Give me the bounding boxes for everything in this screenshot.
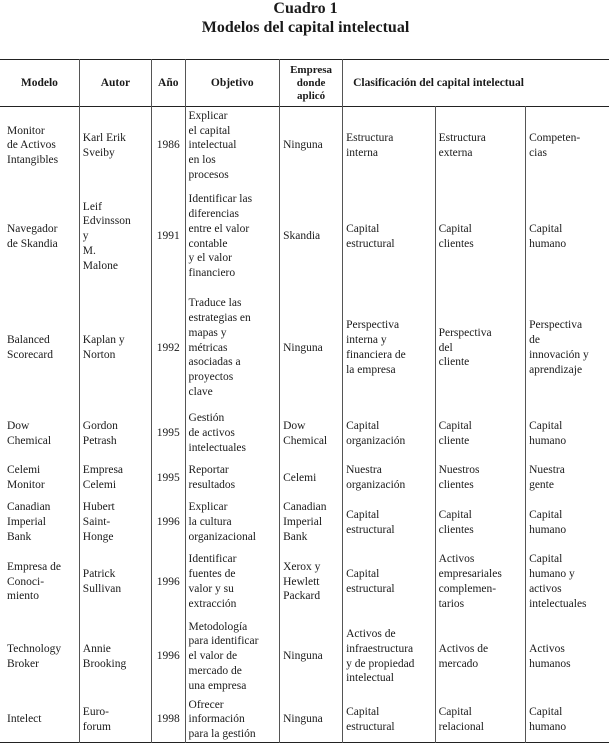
cell-clasificacion-1: Capital estructural	[343, 497, 436, 549]
cell-clasificacion-3: Capital humano y activos intelectuales	[526, 549, 609, 616]
cell-clasificacion-2: Nuestros clientes	[435, 460, 525, 497]
cell-anio: 1986	[151, 107, 185, 185]
col-header-anio: Año	[151, 60, 185, 107]
table-row	[0, 549, 609, 616]
cell-objetivo: Traduce las estrategias en mapas y métricas asociadas a proyectos clave	[185, 289, 280, 408]
col-header-empresa: Empresa donde aplicó	[280, 60, 343, 107]
cell-modelo: Intelect	[7, 713, 42, 726]
cell-clasificacion-1: Nuestra organización	[343, 460, 436, 497]
cell-empresa: Skandia	[280, 185, 343, 289]
cell-modelo: Balanced Scorecard	[7, 334, 53, 361]
cell-autor: Hubert Saint- Honge	[79, 497, 151, 549]
table-row	[0, 616, 609, 698]
table-row	[0, 497, 609, 549]
header-row	[0, 60, 609, 107]
cell-anio: 1996	[151, 549, 185, 616]
cell-objetivo: Metodología para identificar el valor de mercado de una empresa	[185, 616, 280, 698]
cell-empresa: Dow Chemical	[280, 408, 343, 460]
cell-empresa: Ninguna	[280, 289, 343, 408]
cell-anio: 1996	[151, 616, 185, 698]
cell-modelo: Celemi Monitor	[7, 464, 45, 491]
table-row	[0, 408, 609, 460]
cell-autor: Gordon Petrash	[79, 408, 151, 460]
cell-clasificacion-2: Capital relacional	[435, 698, 525, 743]
cell-clasificacion-1: Capital estructural	[343, 698, 436, 743]
col-header-modelo: Modelo	[20, 76, 58, 89]
table-row	[0, 185, 609, 289]
cell-autor: Karl Erik Sveiby	[79, 107, 151, 185]
cell-modelo: Dow Chemical	[7, 419, 52, 447]
cell-clasificacion-3: Perspectiva de innovación y aprendizaje	[526, 289, 609, 408]
cell-modelo: Canadian Imperial Bank	[7, 501, 51, 543]
col-header-autor: Autor	[79, 60, 151, 107]
cell-modelo: Empresa de Conoci- miento	[7, 560, 61, 603]
cell-anio: 1991	[151, 185, 185, 289]
cell-empresa: Xerox y Hewlett Packard	[280, 549, 343, 616]
cell-objetivo: Identificar las diferencias entre el valor contable y el valor financiero	[185, 185, 280, 289]
cell-clasificacion-2: Capital clientes	[435, 185, 525, 289]
cell-anio: 1995	[151, 408, 185, 460]
cell-modelo: Technology Broker	[7, 642, 62, 670]
cell-clasificacion-1: Perspectiva interna y financiera de la empresa	[343, 289, 436, 408]
cell-autor: Patrick Sullivan	[79, 549, 151, 616]
cell-clasificacion-1: Estructura interna	[343, 107, 436, 185]
cell-modelo: Monitor de Activos Intangibles	[7, 124, 59, 167]
cell-autor: Leif Edvinsson y M. Malone	[79, 185, 151, 289]
col-header-clasificacion: Clasificación del capital intelectual	[343, 60, 609, 107]
table-caption-number: Cuadro 1	[273, 0, 338, 17]
cell-modelo: Navegador de Skandia	[7, 222, 58, 250]
cell-clasificacion-2: Capital clientes	[435, 497, 525, 549]
cell-objetivo: Explicar la cultura organizacional	[185, 497, 280, 549]
cell-autor: Euro- forum	[79, 698, 151, 743]
cell-empresa: Celemi	[280, 460, 343, 497]
col-header-objetivo: Objetivo	[185, 60, 280, 107]
cell-empresa: Ninguna	[280, 616, 343, 698]
cell-clasificacion-3: Competen- cias	[526, 107, 609, 185]
table-row	[0, 107, 609, 185]
cell-empresa: Ninguna	[280, 107, 343, 185]
cell-clasificacion-3: Activos humanos	[526, 616, 609, 698]
table-caption-title: Modelos del capital intelectual	[201, 19, 410, 36]
intellectual-capital-models-table	[0, 59, 609, 743]
cell-anio: 1995	[151, 460, 185, 497]
cell-clasificacion-3: Capital humano	[526, 497, 609, 549]
cell-clasificacion-3: Capital humano	[526, 698, 609, 743]
table-row	[0, 460, 609, 497]
cell-anio: 1996	[151, 497, 185, 549]
cell-clasificacion-2: Activos de mercado	[435, 616, 525, 698]
cell-objetivo: Gestión de activos intelectuales	[185, 408, 280, 460]
cell-clasificacion-1: Capital organización	[343, 408, 436, 460]
table-row	[0, 698, 609, 743]
cell-clasificacion-2: Activos empresariales complemen- tarios	[435, 549, 525, 616]
cell-anio: 1998	[151, 698, 185, 743]
cell-anio: 1992	[151, 289, 185, 408]
cell-autor: Empresa Celemi	[79, 460, 151, 497]
cell-empresa: Ninguna	[280, 698, 343, 743]
cell-clasificacion-2: Perspectiva del cliente	[435, 289, 525, 408]
cell-clasificacion-1: Capital estructural	[343, 185, 436, 289]
cell-clasificacion-3: Capital humano	[526, 408, 609, 460]
cell-objetivo: Identificar fuentes de valor y su extracción	[185, 549, 280, 616]
cell-autor: Kaplan y Norton	[79, 289, 151, 408]
cell-clasificacion-2: Capital cliente	[435, 408, 525, 460]
cell-objetivo: Explicar el capital intelectual en los procesos	[185, 107, 280, 185]
cell-clasificacion-1: Capital estructural	[343, 549, 436, 616]
cell-clasificacion-2: Estructura externa	[435, 107, 525, 185]
cell-clasificacion-1: Activos de infraestructura y de propiedad intelectual	[343, 616, 436, 698]
cell-empresa: Canadian Imperial Bank	[280, 497, 343, 549]
cell-clasificacion-3: Nuestra gente	[526, 460, 609, 497]
cell-autor: Annie Brooking	[79, 616, 151, 698]
cell-clasificacion-3: Capital humano	[526, 185, 609, 289]
cell-objetivo: Ofrecer información para la gestión	[185, 698, 280, 743]
cell-objetivo: Reportar resultados	[185, 460, 280, 497]
table-row	[0, 289, 609, 408]
